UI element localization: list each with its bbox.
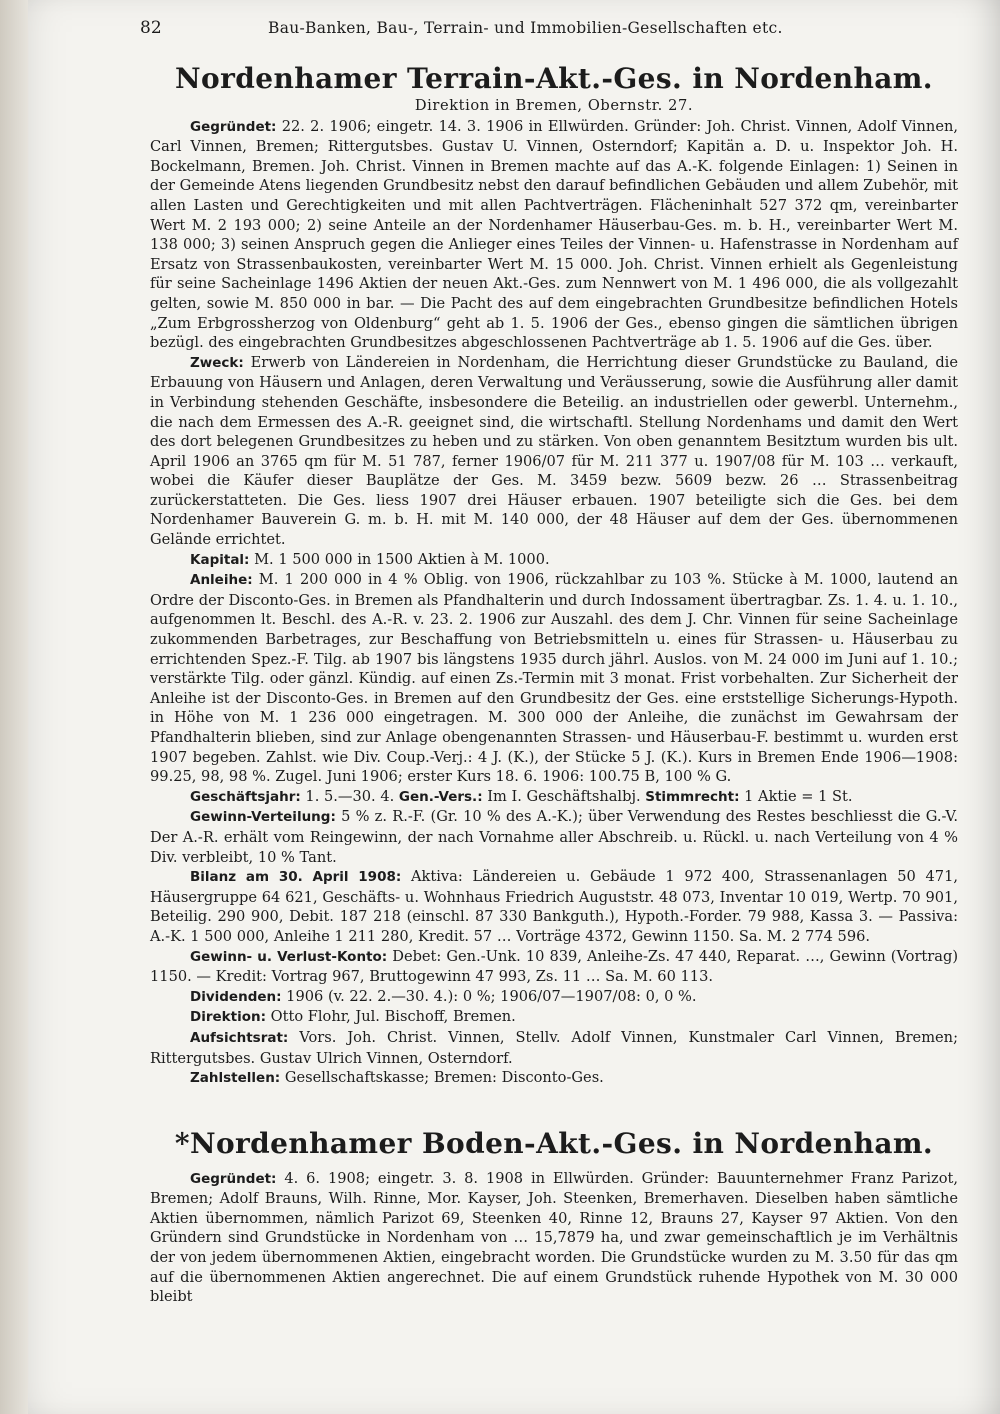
paying-agents-label: Zahlstellen: bbox=[190, 1070, 281, 1087]
balance-paragraph bbox=[150, 867, 958, 946]
founded-paragraph bbox=[150, 1169, 958, 1307]
company-title: *Nordenhamer Boden-Akt.-Ges. in Nordenham. bbox=[174, 1126, 934, 1160]
capital-paragraph bbox=[150, 550, 958, 571]
general-meeting-text: Im I. Geschäftshalbj. bbox=[482, 787, 646, 805]
page-header bbox=[140, 18, 840, 42]
capital-text: M. 1 500 000 in 1500 Aktien à M. 1000. bbox=[249, 550, 550, 568]
capital-label: Kapital: bbox=[190, 551, 250, 568]
founded-text: 4. 6. 1908; eingetr. 3. 8. 1908 in Ellwürden. Gründer: Bauunternehmer Franz Parizot, Bremen; Adolf Brauns, Wilh. Rinne, Mor. Kayser, Joh. Steenken, Bremerhaven. Dieselben haben sämtliche Aktien übernommen, nämlich Parizot 69, Steenken 40, Rinne 12, Brauns 27, Kayser 97 Aktien. Von den Gründern sind Grundstücke in Nordenham von … 15,7879 ha, und zwar gemeinschaftlich je im Verhältnis der von jedem übernommenen Aktien, eingebracht worden. Die Grundstücke wurden zu M. 3.50 für das qm auf die übernommenen Aktien angerechnet. Die auf einem Grundstück ruhende Hypothek von M. 30 000 bleibt bbox=[150, 1169, 958, 1306]
loan-paragraph bbox=[150, 570, 958, 787]
purpose-text: Erwerb von Ländereien in Nordenham, die Herrichtung dieser Grundstücke zu Bauland, die Erbauung von Häusern und Anlagen, deren Verwaltung und Veräusserung, sowie die Ausführung aller damit in Verbindung stehenden Geschäfte, insbesondere die Beteilig. an industriellen oder gewerbl. Unternehm., die nach dem Ermessen des A.-R. geeignet sind, die wirtschaftl. Stellung Nordenhams und damit den Wert des dort belegenen Grundbesitzes zu heben und zu stärken. Von oben genanntem Besitztum wurden bis ult. April 1906 an 3765 qm für M. 51 787, ferner 1906/07 für M. 211 377 u. 1907/08 für M. 103 … verkauft, wobei die Käufer dieser Bauplätze der Ges. M. 3459 bezw. 5609 bezw. 26 … Strassenbeitrag zurückerstatteten. Die Ges. liess 1907 drei Häuser erbauen. 1907 beteiligte sich die Ges. bei dem Nordenhamer Bauverein G. m. b. H. mit M. 140 000, der 48 Häuser auf dem der Ges. übernommenen Gelände errichtet. bbox=[150, 353, 958, 549]
fiscal-text: 1. 5.—30. 4. bbox=[300, 787, 399, 805]
dividends-label: Dividenden: bbox=[190, 988, 282, 1005]
dividends-paragraph bbox=[150, 987, 958, 1008]
board-label: Direktion: bbox=[190, 1009, 266, 1026]
founded-text: 22. 2. 1906; eingetr. 14. 3. 1906 in Ellwürden. Gründer: Joh. Christ. Vinnen, Adolf Vinnen, Carl Vinnen, Bremen; Rittergutsbes. Gustav U. Vinnen, Osterndorf; Kapitän a. D. u. Inspektor Joh. H. Bockelmann, Bremen. Joh. Christ. Vinnen in Bremen machte auf das A.-K. folgende Einlagen: 1) Seinen in der Gemeinde Atens liegenden Grundbesitz nebst den darauf befindlichen Gebäuden und allem Zubehör, mit allen Lasten und Gerechtigkeiten und mit allen Pachtverträgen. Flächeninhalt 527 372 qm, vereinbarter Wert M. 2 193 000; 2) seine Anteile an der Nordenhamer Häuserbau-Ges. m. b. H., vereinbarter Wert M. 138 000; 3) seinen Anspruch gegen die Anlieger eines Teiles der Vinnen- u. Hafenstrasse in Nordenham auf Ersatz von Strassenbaukosten, vereinbarter Wert M. 15 000. Joh. Christ. Vinnen erhielt als Gegenleistung für seine Sacheinlage 1496 Aktien der neuen Akt.-Ges. zum Nennwert von M. 1 496 000, die als vollgezahlt gelten, sowie M. 850 000 in bar. — Die Pacht des auf dem eingebrachten Grundbesitze befindlichen Hotels „Zum Erbgrossherzog von Oldenburg“ geht ab 1. 5. 1906 der Ges., ebenso gingen die sämtlichen übrigen bezügl. des eingebrachten Grundbesitzes abgeschlossenen Pachtverträge ab 1. 5. 1906 auf die Ges. über. bbox=[150, 117, 958, 352]
profit-loss-paragraph bbox=[150, 947, 958, 987]
dividends-text: 1906 (v. 22. 2.—30. 4.): 0 %; 1906/07—1907/08: 0, 0 %. bbox=[281, 987, 697, 1005]
page-body bbox=[150, 62, 958, 1307]
paying-agents-text: Gesellschaftskasse; Bremen: Disconto-Ges. bbox=[280, 1069, 604, 1087]
balance-label: Bilanz am 30. April 1908: bbox=[190, 869, 402, 886]
purpose-paragraph bbox=[150, 353, 958, 550]
profit-distribution-text: 5 % z. R.-F. (Gr. 10 % des A.-K.); über Verwendung des Restes beschliesst die G.-V. Der A.-R. erhält vom Reingewinn, der nach Vornahme aller Abschreib. u. Rückl. u. nach Verteilung von 4 % Div. verbleibt, 10 % Tant. bbox=[150, 808, 958, 866]
supervisory-board-paragraph bbox=[150, 1028, 958, 1068]
company-title: Nordenhamer Terrain-Akt.-Ges. in Nordenham. bbox=[175, 62, 933, 95]
balance-text: Aktiva: Ländereien u. Gebäude 1 972 400, Strassenanlagen 50 471, Häusergruppe 64 621, Geschäfts- u. Wohnhaus Friedrich Auguststr. 48 073, Inventar 10 019, Wertp. 70 901, Beteilig. 290 900, Debit. 187 218 (einschl. 87 330 Bankguth.), Hypoth.-Forder. 79 988, Kassa 3. — Passiva: A.-K. 1 500 000, Anleihe 1 211 280, Kredit. 57 … Vorträge 4372, Gewinn 1150. Sa. M. 2 774 596. bbox=[150, 868, 958, 945]
voting-right-text: 1 Aktie = 1 St. bbox=[739, 787, 853, 805]
fiscal-paragraph bbox=[150, 787, 958, 808]
direction-address: Direktion in Bremen, Obernstr. 27. bbox=[414, 97, 694, 114]
voting-right-label: Stimmrecht: bbox=[645, 788, 740, 805]
general-meeting-label: Gen.-Vers.: bbox=[398, 788, 483, 805]
company-entry-boden bbox=[150, 1127, 958, 1307]
profit-loss-text: Debet: Gen.-Unk. 10 839, Anleihe-Zs. 47 440, Reparat. …, Gewinn (Vortrag) 1150. — Kredit: Vortrag 967, Bruttogewinn 47 993, Zs. 11 … Sa. M. 60 113. bbox=[150, 947, 959, 986]
binding-gutter bbox=[0, 0, 28, 1414]
profit-loss-label: Gewinn- u. Verlust-Konto: bbox=[190, 948, 388, 965]
company-entry-terrain bbox=[150, 62, 958, 1089]
profit-distribution-paragraph bbox=[150, 807, 958, 867]
paying-agents-paragraph bbox=[150, 1068, 958, 1089]
founded-label: Gegründet: bbox=[190, 118, 277, 135]
purpose-label: Zweck: bbox=[190, 354, 244, 371]
running-title: Bau-Banken, Bau-, Terrain- und Immobilien-Gesellschaften etc. bbox=[268, 19, 783, 37]
founded-label: Gegründet: bbox=[190, 1170, 277, 1187]
board-paragraph bbox=[150, 1007, 958, 1028]
loan-label: Anleihe: bbox=[190, 572, 253, 589]
supervisory-board-label: Aufsichtsrat: bbox=[190, 1029, 289, 1046]
supervisory-board-text: Vors. Joh. Christ. Vinnen, Stellv. Adolf Vinnen, Kunstmaler Carl Vinnen, Bremen; Rittergutsbes. Gustav Ulrich Vinnen, Osterndorf. bbox=[150, 1028, 958, 1067]
fiscal-label: Geschäftsjahr: bbox=[190, 788, 301, 805]
page-number: 82 bbox=[140, 18, 162, 38]
loan-text: M. 1 200 000 in 4 % Oblig. von 1906, rückzahlbar zu 103 %. Stücke à M. 1000, lautend an Ordre der Disconto-Ges. in Bremen als Pfandhalterin und durch Indossament übertragbar. Zs. 1. 4. u. 1. 10., aufgenommen lt. Beschl. des A.-R. v. 23. 2. 1906 zur Auszahl. des dem J. Chr. Vinnen für seine Sacheinlage zukommenden Barbetrages, zur Beschaffung von Betriebsmitteln u. eines für Strassen- u. Häuserbau zu errichtenden Spez.-F. Tilg. ab 1907 bis längstens 1935 durch jährl. Auslos. von M. 24 000 im Juni auf 1. 10.; verstärkte Tilg. oder gänzl. Kündig. auf einen Zs.-Termin mit 3 monat. Frist vorbehalten. Zur Sicherheit der Anleihe ist der Disconto-Ges. in Bremen auf den Grundbesitz der Ges. eine erststellige Sicherungs-Hypoth. in Höhe von M. 1 236 000 eingetragen. M. 300 000 der Anleihe, die zunächst im Gewahrsam der Pfandhalterin blieben, sind zur Anlage obengenannten Strassen- und Häuserbau-F. bestimmt u. wurden erst 1907 begeben. Zahlst. wie Div. Coup.-Verj.: 4 J. (K.), der Stücke 5 J. (K.). Kurs in Bremen Ende 1906—1908: 99.25, 98, 98 %. Zugel. Juni 1906; erster Kurs 18. 6. 1906: 100.75 B, 100 % G. bbox=[150, 571, 958, 786]
profit-distribution-label: Gewinn-Verteilung: bbox=[190, 809, 336, 826]
board-text: Otto Flohr, Jul. Bischoff, Bremen. bbox=[266, 1008, 516, 1026]
founded-paragraph bbox=[150, 117, 958, 353]
